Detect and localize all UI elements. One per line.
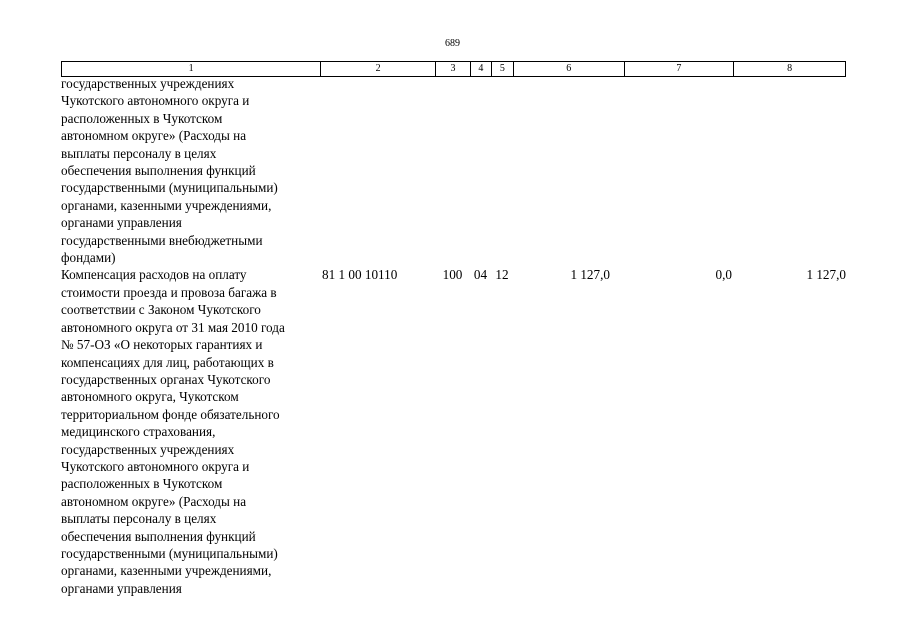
row-col-6 <box>513 75 624 266</box>
table-row <box>61 75 846 266</box>
header-col-3: 3 <box>435 62 470 76</box>
page-number: 689 <box>445 38 460 49</box>
header-col-5: 5 <box>491 62 513 76</box>
row-col-8 <box>734 75 846 266</box>
row-description: Компенсация расходов на оплату стоимости проезда и провоза багажа в соответствии с Законом Чукотского автономного округа от 31 мая 2010 года № 57-ОЗ «О некоторых гарантиях и компенсациях для лиц, работающих в государственных органах Чукотского автономного округа, Чукотском территориальном фонде обязательного медицинского страхования, государственных учреждениях Чукотского автономного округа и расположенных в Чукотском автономном округе» (Расходы на выплаты персоналу в целях обеспечения выполнения функций государственными (муниципальными) органами, казенными учреждениями, органами управления <box>61 267 285 596</box>
row-col-3 <box>435 75 470 266</box>
header-col-6: 6 <box>513 62 624 76</box>
row-col-5: 12 <box>495 267 509 283</box>
header-col-4: 4 <box>470 62 491 76</box>
header-col-8: 8 <box>733 62 845 76</box>
row-col-4 <box>470 75 491 266</box>
row-col-3: 100 <box>442 267 463 283</box>
row-col-6: 1 127,0 <box>570 267 610 283</box>
row-code: 81 1 00 10110 <box>322 267 398 283</box>
row-col-8: 1 127,0 <box>806 267 846 283</box>
row-code <box>320 75 435 266</box>
header-col-2: 2 <box>320 62 435 76</box>
header-col-7: 7 <box>624 62 734 76</box>
row-col-5 <box>491 75 513 266</box>
row-col-4: 04 <box>473 267 488 283</box>
row-description: государственных учреждениях Чукотского автономного округа и расположенных в Чукотском автономном округе» (Расходы на выплаты персоналу в целях обеспечения выполнения функций государственными (муниципальными) органами, казенными учреждениями, органами управления государственными внебюджетными фондами) <box>61 76 278 266</box>
header-col-1: 1 <box>188 63 194 74</box>
budget-table <box>61 61 846 597</box>
table-row <box>61 266 846 597</box>
row-col-7 <box>624 75 734 266</box>
row-col-7: 0,0 <box>715 267 732 283</box>
